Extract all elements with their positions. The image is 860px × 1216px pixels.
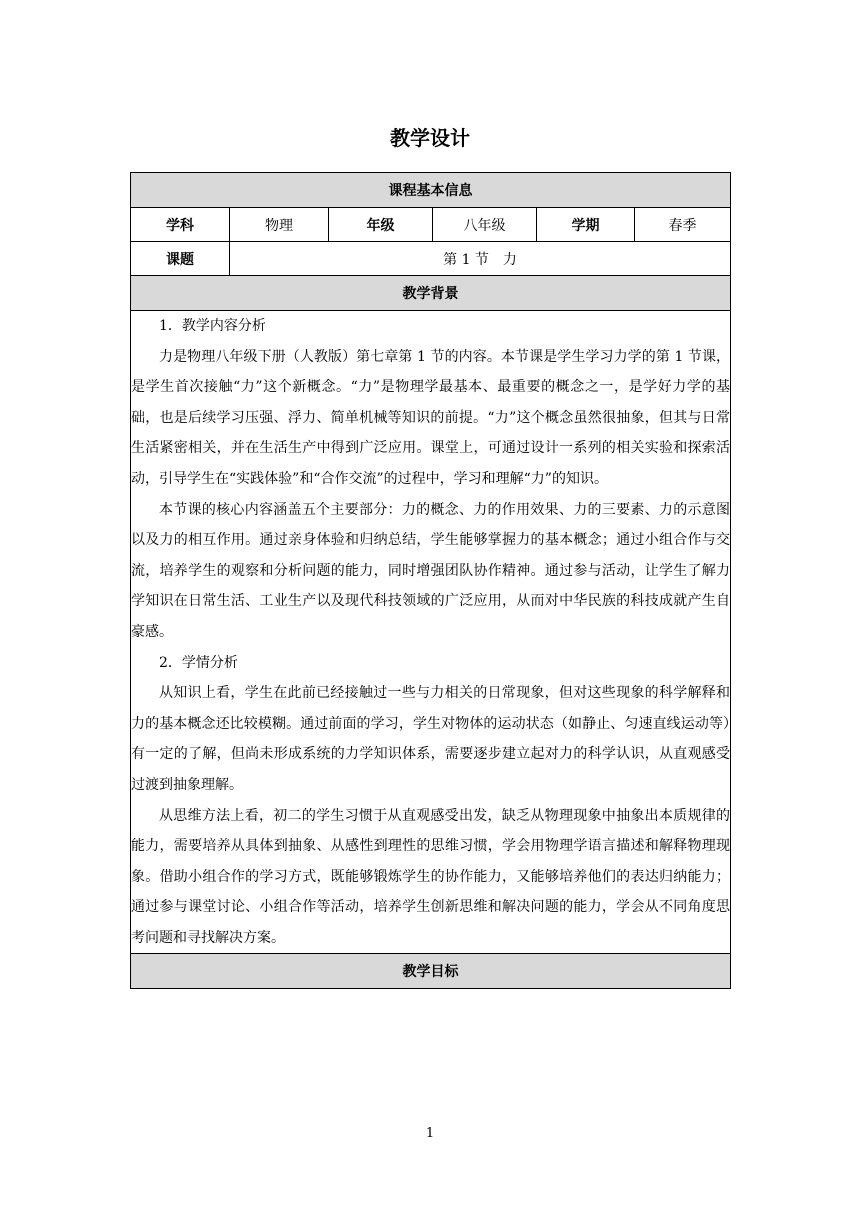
term-label: 学期 bbox=[537, 208, 635, 242]
document-title: 教学设计 bbox=[390, 126, 470, 150]
learner-analysis-paragraph-1: 从知识上看，学生在此前已经接触过一些与力相关的日常现象，但对这些现象的科学解释和力的基本概念还比较模糊。通过前面的学习，学生对物体的运动状态（如静止、匀速直线运动等）有一定的了解，但尚未形成系统的力学知识体系，需要逐步建立起对力的科学认识，从直观感受过渡到抽象理解。 bbox=[131, 685, 731, 793]
content-analysis-heading: 1．教学内容分析 bbox=[159, 318, 266, 334]
learner-analysis-heading: 2．学情分析 bbox=[159, 654, 238, 671]
background-content bbox=[131, 311, 731, 954]
topic-label: 课题 bbox=[131, 242, 230, 276]
topic-value: 第 1 节 力 bbox=[230, 242, 731, 276]
grade-value: 八年级 bbox=[433, 208, 537, 242]
section-header-background: 教学背景 bbox=[131, 276, 731, 311]
subject-label: 学科 bbox=[131, 208, 230, 242]
learner-analysis-paragraph-2: 从思维方法上看，初二的学生习惯于从直观感受出发，缺乏从物理现象中抽象出本质规律的能力，需要培养从具体到抽象、从感性到理性的思维习惯，学会用物理学语言描述和解释物理现象。借助小组合作的学习方式，既能够锻炼学生的协作能力，又能够培养他们的表达归纳能力；通过参与课堂讨论、小组合作等活动，培养学生创新思维和解决问题的能力，学会从不同角度思考问题和寻找解决方案。 bbox=[131, 807, 731, 946]
page-number: 1 bbox=[425, 1126, 435, 1141]
section-header-basic-info: 课程基本信息 bbox=[131, 173, 731, 208]
grade-label: 年级 bbox=[329, 208, 433, 242]
term-value: 春季 bbox=[635, 208, 731, 242]
content-analysis-paragraph-1: 力是物理八年级下册（人教版）第七章第 1 节的内容。本节课是学生学习力学的第 1 节课，是学生首次接触“力”这个新概念。“力”是物理学最基本、最重要的概念之一，是学好力学的基础，也是后续学习压强、浮力、简单机械等知识的前提。“力”这个概念虽然很抽象，但其与日常生活紧密相关，并在生活生产中得到广泛应用。课堂上，可通过设计一系列的相关实验和探索活动，引导学生在“实践体验”和“合作交流”的过程中，学习和理解“力”的知识。 bbox=[131, 348, 731, 487]
section-header-objectives: 教学目标 bbox=[131, 954, 731, 989]
content-analysis-paragraph-2: 本节课的核心内容涵盖五个主要部分：力的概念、力的作用效果、力的三要素、力的示意图以及力的相互作用。通过亲身体验和归纳总结，学生能够掌握力的基本概念；通过小组合作与交流，培养学生的观察和分析问题的能力，同时增强团队协作精神。通过参与活动，让学生了解力学知识在日常生活、工业生产以及现代科技领域的广泛应用，从而对中华民族的科技成就产生自豪感。 bbox=[131, 501, 731, 640]
subject-value: 物理 bbox=[230, 208, 329, 242]
lesson-plan-table bbox=[130, 172, 731, 989]
